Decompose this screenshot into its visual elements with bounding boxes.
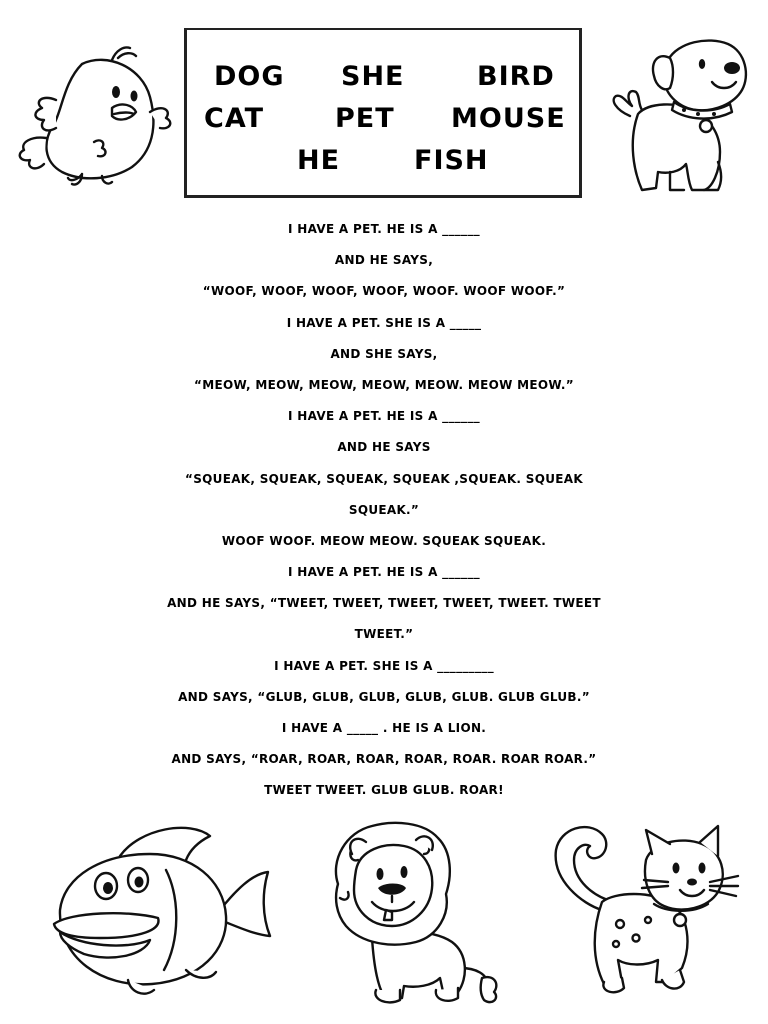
poem-line: “WOOF, WOOF, WOOF, WOOF, WOOF. WOOF WOOF.”: [202, 284, 566, 299]
poem-line: I HAVE A PET. HE IS A ______: [288, 565, 480, 580]
word-bank-item: BIRD: [477, 61, 555, 92]
poem-text: [0, 214, 768, 807]
poem-line: TWEET.”: [354, 627, 414, 642]
word-bank-item: FISH: [414, 145, 489, 176]
poem-line: WOOF WOOF. MEOW MEOW. SQUEAK SQUEAK.: [221, 533, 547, 548]
word-bank-box: [184, 28, 582, 198]
poem-line: AND SAYS, “GLUB, GLUB, GLUB, GLUB, GLUB. GLUB GLUB.”: [178, 689, 590, 704]
word-bank-item: PET: [335, 103, 395, 134]
poem-line: AND HE SAYS: [337, 440, 431, 455]
fish-icon: [40, 820, 275, 1000]
poem-line: AND HE SAYS, “TWEET, TWEET, TWEET, TWEET, TWEET. TWEET: [167, 596, 601, 611]
word-bank-item: CAT: [204, 103, 265, 134]
poem-line: AND SAYS, “ROAR, ROAR, ROAR, ROAR, ROAR. ROAR ROAR.”: [171, 752, 597, 767]
bird-icon: [12, 42, 177, 187]
word-bank-item: HE: [297, 145, 341, 176]
poem-line: SQUEAK.”: [348, 502, 420, 517]
word-bank-item: DOG: [214, 61, 285, 92]
poem-line: “SQUEAK, SQUEAK, SQUEAK, SQUEAK ,SQUEAK. SQUEAK: [185, 471, 583, 486]
poem-line: I HAVE A PET. HE IS A ______: [288, 222, 480, 236]
poem-line: I HAVE A PET. SHE IS A _________: [274, 658, 494, 673]
poem-line: AND SHE SAYS,: [330, 346, 438, 361]
poem-line: I HAVE A PET. SHE IS A _____: [286, 315, 482, 330]
dog-icon: [608, 32, 758, 197]
poem-line: I HAVE A PET. HE IS A ______: [288, 409, 480, 424]
poem-line: “MEOW, MEOW, MEOW, MEOW, MEOW. MEOW MEOW.”: [194, 377, 574, 392]
word-bank-item: SHE: [341, 61, 405, 92]
cat-icon: [542, 820, 742, 1000]
poem-line: TWEET TWEET. GLUB GLUB. ROAR!: [264, 783, 504, 798]
word-bank-item: MOUSE: [451, 103, 566, 134]
poem-line: I HAVE A _____ . HE IS A LION.: [281, 721, 487, 735]
poem-line: AND HE SAYS,: [334, 253, 434, 268]
lion-icon: [312, 818, 502, 1014]
